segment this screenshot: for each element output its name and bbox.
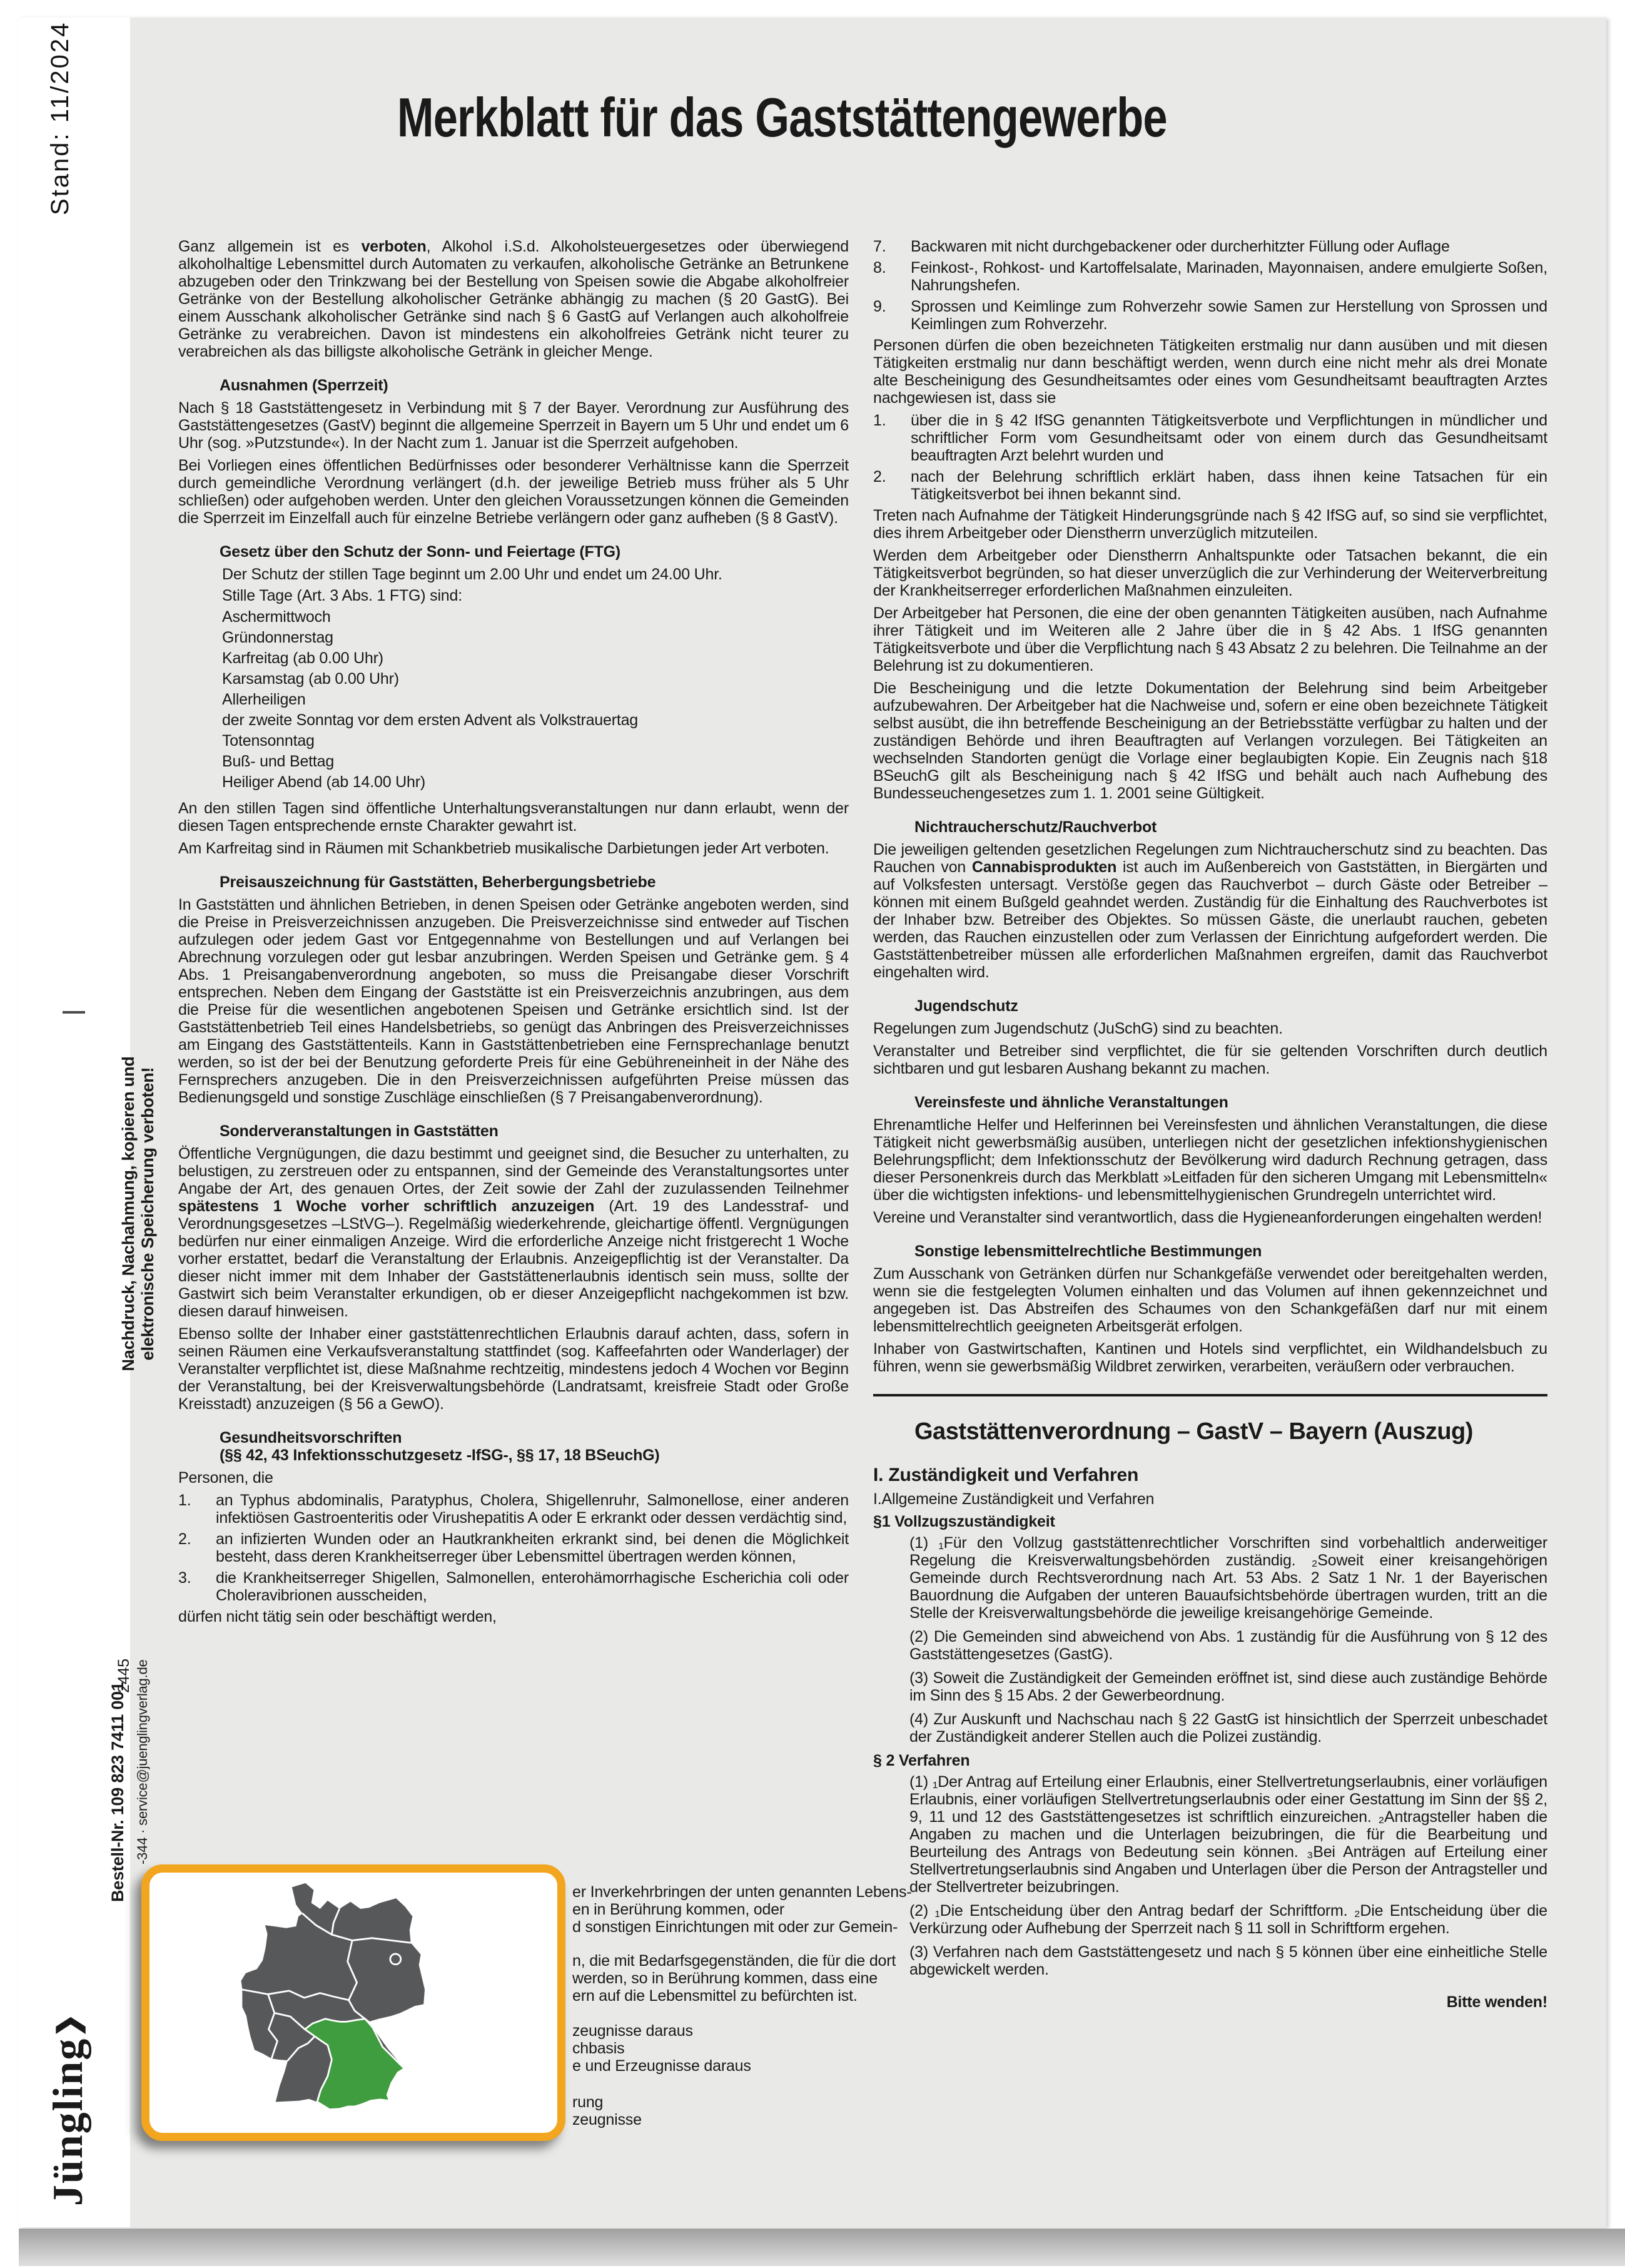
- personen-paragraph: Personen dürfen die oben bezeichneten Tätigkeiten erstmalig nur dann ausüben und mit diesen Tätigkeiten erstmalig nur dann beschäftigt werden, wenn durch eine nicht mehr als drei Monate alte Bescheinigung des Gesundheitsamtes oder eines vom Gesundheitsamt beauftragten Arztes nachgewiesen ist, dass sie: [873, 337, 1547, 407]
- copyright-note: [119, 1026, 158, 1401]
- covered-text-fragment: zeugnisse daraus: [572, 2022, 693, 2040]
- germany-map-card: [141, 1864, 565, 2141]
- list-number: 7.: [873, 238, 886, 255]
- publisher-logo-text: Jüngling: [44, 2037, 91, 2206]
- list-number: 8.: [873, 259, 886, 277]
- ftg-day: Aschermittwoch: [222, 608, 331, 626]
- sonder-bold: spätestens 1 Woche vorher schriftlich anzuzeigen: [178, 1198, 595, 1215]
- arbeitgeber-paragraph: Der Arbeitgeber hat Personen, die eine der oben genannten Tätigkeiten ausüben, nach Aufnahme ihrer Tätigkeit und im Weiteren alle 2 Jahre über die in § 42 Abs. 1 IfSG genannten Tätigkeitsverbote und über die Verpflichtung nach § 43 Absatz 2 zu belehren. Die Teilnahme an der Belehrung ist zu dokumentieren.: [873, 604, 1547, 674]
- list-number: 1.: [178, 1492, 191, 1509]
- preis-paragraph: In Gaststätten und ähnlichen Betrieben, in denen Speisen oder Getränke angeboten werden, sind die Preise in Preisverzeichnissen anzugeben. Die Preisverzeichnisse sind entweder auf Tischen aufzulegen oder jedem Gast vor Entgegennahme von Bestellungen und auf Verlangen bei Abrechnung vorzulegen oder gut lesbar anzubringen. Werden Speisen und Getränke gem. § 4 Abs. 1 Preisangabenverordnung angeboten, so muss die Preisangabe dieser Vorschrift entsprechen. Neben dem Eingang der Gaststätte ist ein Preisverzeichnis anzubringen, aus dem die Preise für die wesentlichen angebotenen Speisen und Getränke ersichtlich sind. Ist der Gaststättenbetrieb Teil eines Handelsbetriebs, so genügt das Anbringen des Preisverzeichnisses am Eingang des Gaststättenteils. Kann in Gaststättenbetrieben eine Fernsprechanlage benutzt werden, so ist der bei der Benutzung geforderte Preis für eine Gebühreneinheit in der Nähe des Fernsprechers anzugeben. Die in den Preisverzeichnissen aufgeführten Preise müssen das Bedienungsgeld und sonstige Zuschläge einschließen (§ 7 Preisangabenverordnung).: [178, 896, 849, 1106]
- covered-text-fragment: zeugnisse: [572, 2111, 642, 2128]
- food-item-7: [873, 238, 1547, 255]
- publisher-contact: -344 · service@juenglingverlag.de: [134, 1659, 150, 1864]
- publisher-logo-icon: ❯: [53, 2012, 84, 2038]
- treten-paragraph: Treten nach Aufnahme der Tätigkeit Hinderungsgründe nach § 42 IfSG auf, so sind sie verpflichtet, dies ihrem Arbeitgeber oder Dienstherrn unverzüglich mitzuteilen.: [873, 507, 1547, 542]
- list-text: die Krankheitserreger Shigellen, Salmonellen, enterohämorrhagische Escherichia coli oder Choleravibrionen ausscheiden,: [216, 1569, 849, 1604]
- left-column: [178, 238, 849, 1630]
- para2-abs-3: (3) Verfahren nach dem Gaststättengesetz und nach § 5 können über eine einheitliche Stelle abgewickelt werden.: [909, 1943, 1547, 1978]
- right-column: [873, 238, 1547, 2011]
- ftg-day: der zweite Sonntag vor dem ersten Advent als Volkstrauertag: [222, 711, 638, 729]
- page-title: Merkblatt für das Gaststättengewerbe: [397, 86, 1167, 148]
- germany-map: [149, 1873, 557, 2133]
- copyright-line-2: elektronische Speicherung verboten!: [138, 1067, 157, 1361]
- list-text: Feinkost-, Rohkost- und Kartoffelsalate, Marinaden, Mayonnaisen, andere emulgierte Soßen, Nahrungshefen.: [911, 259, 1547, 294]
- heading-preisauszeichnung: Preisauszeichnung für Gaststätten, Beherbergungsbetriebe: [220, 873, 656, 891]
- heading-zustaendigkeit: I. Zuständigkeit und Verfahren: [873, 1465, 1139, 1485]
- sonstige-paragraph-1: Zum Ausschank von Getränken dürfen nur Schankgefäße verwendet oder bereitgehalten werden, wenn sie die festgelegten Volumen einhalten und das Volumen auf ihnen gekennzeichnet und angegeben ist. Das Abstreifen des Schaumes von den Schankgefäßen darf nur mit einem lebensmittelrechtlich geeigneten Arbeitsgerät erfolgen.: [873, 1265, 1547, 1335]
- food-item-8: [873, 259, 1547, 294]
- divider-line: [873, 1394, 1547, 1396]
- gesund-after: dürfen nicht tätig sein oder beschäftigt werden,: [178, 1608, 497, 1625]
- covered-text-fragment: ern auf die Lebensmittel zu befürchten ist.: [572, 1987, 858, 2005]
- gesund-heading-line-2: (§§ 42, 43 Infektionsschutzgesetz -IfSG-, §§ 17, 18 BSeuchG): [220, 1447, 660, 1464]
- ftg-day: Gründonnerstag: [222, 629, 333, 646]
- sperrzeit-paragraph-1: Nach § 18 Gaststättengesetz in Verbindung mit § 7 der Bayer. Verordnung zur Ausführung des Gaststättengesetzes (GastV) beginnt die allgemeine Sperrzeit in Bayern um 5 Uhr und endet um 6 Uhr (sog. »Putzstunde«). In der Nacht zum 1. Januar ist die Sperrzeit aufgehoben.: [178, 399, 849, 452]
- belehrung-item-1: [873, 412, 1547, 464]
- heading-vereinsfeste: Vereinsfeste und ähnliche Veranstaltungen: [914, 1094, 1228, 1111]
- heading-sonstige: Sonstige lebensmittelrechtliche Bestimmungen: [914, 1243, 1262, 1260]
- ftg-day: Allerheiligen: [222, 691, 306, 708]
- heading-gesundheitsvorschriften: [178, 1429, 849, 1464]
- covered-text-fragment: n, die mit Bedarfsgegenständen, die für die dort: [572, 1952, 896, 1970]
- list-text: an infizierten Wunden oder an Hautkrankheiten erkrankt sind, bei denen die Möglichkeit besteht, dass deren Krankheitserreger über Lebensmittel übertragen werden können,: [216, 1530, 849, 1565]
- heading-paragraph-1: §1 Vollzugszuständigkeit: [873, 1513, 1055, 1530]
- copyright-line-1: Nachdruck, Nachahmung, kopieren und: [119, 1056, 138, 1371]
- gesund-heading-line-1: Gesundheitsvorschriften: [220, 1429, 402, 1447]
- nr-post: ist auch im Außenbereich von Gaststätten, in Biergärten und auf Volksfesten untersagt. Verstöße gegen das Rauchverbot – durch Gäste oder Betreiber – können mit einem Bußgeld geahndet werden. Zuständig für die Einhaltung des Rauchverbotes ist der Inhaber bzw. Betreiber des Objektes. So müssen Gäste, die unerlaubt rauchen, gebeten werden, das Rauchen einzustellen oder zum Verlassen der Einrichtung aufgefordert werden. Die Gaststättenbetreiber müssen alle erforderlichen Maßnahmen ergreifen, damit das Rauchverbot eingehalten wird.: [873, 858, 1547, 981]
- document-page: [19, 18, 1606, 2227]
- nr-pre: Die jeweiligen geltenden gesetzlichen Regelungen zum Nichtraucherschutz sind zu beachten. Das Rauchen von: [873, 841, 1547, 876]
- werden-paragraph: Werden dem Arbeitgeber oder Dienstherrn Anhaltspunkte oder Tatsachen bekannt, die ein Tätigkeitsverbot begründen, so hat dieser unverzüglich die zur Verhinderung der Weiterverbreitung der Krankheitserreger erforderlichen Maßnahmen einzuleiten.: [873, 547, 1547, 599]
- covered-text-fragment: d sonstigen Einrichtungen mit oder zur Gemein-: [572, 1918, 898, 1936]
- stand-label: Stand: 11/2024: [46, 21, 74, 215]
- ftg-day: Heiliger Abend (ab 14.00 Uhr): [222, 773, 425, 791]
- ftg-day: Karsamstag (ab 0.00 Uhr): [222, 670, 399, 688]
- sonder-pre: Öffentliche Vergnügungen, die dazu bestimmt und geeignet sind, die Besucher zu unterhalten, zu belustigen, zu zerstreuen oder zu entspannen, sind der Gemeinde des Veranstaltungsortes unter Angabe der Art, des genauen Ortes, der Zeit sowie der Zahl der zuzulassenden Teilnehmer: [178, 1145, 849, 1198]
- ftg-paragraph-1: An den stillen Tagen sind öffentliche Unterhaltungsveranstaltungen nur dann erlaubt, wenn der diesen Tagen entsprechende ernste Charakter gewahrt ist.: [178, 800, 849, 835]
- belehrung-item-2: [873, 468, 1547, 503]
- covered-text-fragment: chbasis: [572, 2040, 625, 2057]
- bescheinigung-paragraph: Die Bescheinigung und die letzte Dokumentation der Belehrung sind beim Arbeitgeber aufzubewahren. Der Arbeitgeber hat die Nachweise und, sofern er eine oben bezeichnete Tätigkeit selbst ausübt, die ihn betreffende Bescheinigung an der Betriebsstätte verfügbar zu halten und der zuständigen Behörde und ihren Beauftragten auf Verlangen vorzulegen. Bei Tätigkeiten an wechselnden Standorten genügt die Vorlage einer beglaubigten Kopie. Ein Zeugnis nach §18 BSeuchG gilt als Bescheinigung nach § 42 IfSG und behält auch nach Aufhebung des Bundesseuchengesetzes zum 1. 1. 2001 seine Gültigkeit.: [873, 679, 1547, 802]
- belehrung-list: [873, 412, 1547, 503]
- publisher-logo: [44, 2012, 91, 2206]
- print-code: 2445: [115, 1659, 133, 1693]
- sonstige-paragraph-2: Inhaber von Gastwirtschaften, Kantinen und Hotels sind verpflichtet, ein Wildhandelsbuch zu führen, wenn sie gewerbsmäßig Wildbret zerwirken, verarbeiten, veräußern oder verbrauchen.: [873, 1340, 1547, 1375]
- para2-abs-1: (1) ₁Der Antrag auf Erteilung einer Erlaubnis, einer Stellvertretungserlaubnis, einer vorläufigen Erlaubnis, einer vorläufigen Stellvertretungserlaubnis oder einer Gestattung im Sinn der §§ 2, 9, 11 und 12 des Gaststättengesetzes ist schriftlich einzureichen. ₂Antragsteller haben die Angaben zu machen und die Unterlagen beizubringen, die für die Bearbeitung und Beurteilung des Antrags von Bedeutung sein können. ₃Bei Anträgen auf Erteilung einer Stellvertretungserlaubnis sind Angaben und Unterlagen über die Person der Antragsteller und der Stellvertreter beizubringen.: [909, 1773, 1547, 1896]
- sonder-paragraph-2: Ebenso sollte der Inhaber einer gaststättenrechtlichen Erlaubnis darauf achten, dass, sofern in seinen Räumen eine Verkaufsveranstaltung stattfindet (sog. Kaffeefahrten oder Wanderlager) der Veranstalter verpflichtet ist, diese Maßnahme rechtzeitig, mindestens jedoch 4 Wochen vor Beginn der Veranstaltung, bei der Kreisverwaltungsbehörde (Landratsamt, kreisfreie Stadt oder Große Kreisstadt) anzuzeigen (§ 56 a GewO).: [178, 1325, 849, 1413]
- please-turn-note: Bitte wenden!: [1446, 1993, 1547, 2011]
- heading-paragraph-2: § 2 Verfahren: [873, 1752, 970, 1769]
- order-number: Bestell-Nr. 109 823 7411 001: [108, 1682, 127, 1902]
- heading-ftg: Gesetz über den Schutz der Sonn- und Feiertage (FTG): [220, 543, 621, 561]
- list-text: Backwaren mit nicht durchgebackener oder durcherhitzter Füllung oder Auflage: [911, 238, 1450, 255]
- nichtraucher-paragraph: [873, 841, 1547, 981]
- heading-jugendschutz: Jugendschutz: [914, 997, 1018, 1015]
- food-item-9: [873, 298, 1547, 333]
- ftg-paragraph-2: Am Karfreitag sind in Räumen mit Schankbetrieb musikalische Darbietungen jeder Art verboten.: [178, 840, 829, 857]
- list-number: 1.: [873, 412, 886, 429]
- ftg-day: Totensonntag: [222, 732, 315, 750]
- verein-paragraph-1: Ehrenamtliche Helfer und Helferinnen bei Vereinsfesten und ähnlichen Veranstaltungen, die diese Tätigkeit nicht gewerbsmäßig ausüben, unterliegen nicht der gesetzlichen infektionshygienischen Belehrungspflicht; dem Infektionsschutz der Bevölkerung wird dadurch Rechnung getragen, dass dieser Personenkreis durch das Merkblatt »Leitfaden für den sicheren Umgang mit Lebensmitteln« über die wichtigsten infektions- und lebensmittelhygienischen Grundregeln unterrichtet wird.: [873, 1116, 1547, 1204]
- heading-gastv: Gaststättenverordnung – GastV – Bayern (Auszug): [914, 1418, 1473, 1445]
- covered-text-fragment: werden, so in Berührung kommen, dass eine: [572, 1970, 878, 1987]
- covered-text-fragment: er Inverkehrbringen der unten genannten Lebens-: [572, 1883, 912, 1901]
- list-text: an Typhus abdominalis, Paratyphus, Cholera, Shigellenruhr, Salmonellose, einer anderen infektiösen Gastroenteritis oder Virushepatitis A oder E erkrankt oder dessen verdächtig sind,: [216, 1492, 849, 1527]
- ftg-intro-2: Stille Tage (Art. 3 Abs. 1 FTG) sind:: [222, 587, 462, 604]
- covered-text-fragment: rung: [572, 2093, 604, 2111]
- verein-paragraph-2: Vereine und Veranstalter sind verantwortlich, dass die Hygieneanforderungen eingehalten werden!: [873, 1209, 1542, 1226]
- list-number: 2.: [178, 1530, 191, 1548]
- para1-abs-1: (1) ₁Für den Vollzug gaststättenrechtlicher Vorschriften sind vorbehaltlich anderweitiger Regelung die Kreisverwaltungsbehörden zuständig. ₂Soweit einer kreisangehörigen Gemeinde durch Rechtsverordnung nach Art. 53 Abs. 2 Satz 1 Nr. 1 der Bayerischen Bauordnung die Aufgaben der unteren Bauaufsichtsbehörde übertragen wurden, tritt an die Stelle der Kreisverwaltungsbehörde die jeweilige kreisangehörige Gemeinde.: [909, 1534, 1547, 1622]
- fold-mark: [63, 1011, 85, 1014]
- subheading-allgemein: I.Allgemeine Zuständigkeit und Verfahren: [873, 1490, 1155, 1508]
- gesund-list: [178, 1492, 849, 1604]
- sperrzeit-paragraph-2: Bei Vorliegen eines öffentlichen Bedürfnisses oder besonderer Verhältnisse kann die Sperrzeit durch gemeindliche Verordnung verlängert (d.h. der jeweilige Betrieb muss früher als 5 Uhr schließen) oder aufgehoben werden. Unter den gleichen Voraussetzungen können die Gemeinden die Sperrzeit im Einzelfall auch für einzelne Betriebe verlängern oder ganz aufheben (§ 8 GastV).: [178, 457, 849, 527]
- food-list: [873, 238, 1547, 333]
- jugend-paragraph-2: Veranstalter und Betreiber sind verpflichtet, die für sie geltenden Vorschriften durch deutlich sichtbaren und gut lesbaren Aushang bekannt zu machen.: [873, 1042, 1547, 1077]
- intro-post: , Alkohol i.S.d. Alkoholsteuergesetzes oder überwiegend alkoholhaltige Lebensmittel durch Automaten zu verkaufen, alkoholische Getränke an Betrunkene abzugeben oder den Trinkzwang bei der Bestellung von Speisen sowie die Abgabe alkoholfreier Getränke von der Bestellung alkoholischer Getränke abhängig zu machen (§ 20 GastG). Bei einem Ausschank alkoholischer Getränke sind nach § 6 GastG auf Verlangen auch alkoholfreie Getränke zu verabreichen. Davon ist mindestens ein alkoholfreies Getränk nicht teurer zu verabreichen als das billigste alkoholische Getränk in gleicher Menge.: [178, 238, 849, 360]
- ftg-day: Karfreitag (ab 0.00 Uhr): [222, 649, 383, 667]
- sonder-paragraph-1: [178, 1145, 849, 1320]
- gesund-item-2: [178, 1530, 849, 1565]
- gesund-item-3: [178, 1569, 849, 1604]
- intro-pre: Ganz allgemein ist es: [178, 238, 362, 255]
- nr-bold: Cannabisprodukten: [971, 858, 1117, 876]
- page-bottom-shadow: [19, 2229, 1625, 2266]
- covered-text-fragment: e und Erzeugnisse daraus: [572, 2057, 751, 2075]
- para1-abs-3: (3) Soweit die Zuständigkeit der Gemeinden eröffnet ist, sind diese auch zuständige Behörde im Sinn des § 15 Abs. 2 der Gewerbeordnung.: [909, 1669, 1547, 1704]
- ftg-days-list: [178, 608, 849, 791]
- heading-sonderveranstaltungen: Sonderveranstaltungen in Gaststätten: [220, 1122, 499, 1140]
- gesund-intro: Personen, die: [178, 1469, 273, 1487]
- ftg-intro-1: Der Schutz der stillen Tage beginnt um 2.00 Uhr und endet um 24.00 Uhr.: [222, 566, 722, 583]
- covered-text-fragment: en in Berührung kommen, oder: [572, 1901, 785, 1918]
- heading-sperrzeit: Ausnahmen (Sperrzeit): [220, 377, 388, 394]
- list-text: nach der Belehrung schriftlich erklärt haben, dass ihnen keine Tatsachen für ein Tätigkeitsverbot bei ihnen bekannt sind.: [911, 468, 1547, 503]
- ftg-day: Buß- und Bettag: [222, 753, 335, 770]
- gesund-item-1: [178, 1492, 849, 1527]
- sonder-post: (Art. 19 des Landesstraf- und Verordnungsgesetzes –LStVG–). Regelmäßig wiederkehrende, gleichartige öffentl. Vergnügungen bedürfen nur einer einmaligen Anzeige. Wird die erforderliche Anzeige nicht fristgerecht 1 Woche vorher erstattet, bedarf die Veranstaltung der Erlaubnis. Anzeigepflichtig ist der Veranstalter. Da dieser nicht immer mit dem Inhaber der Gaststättenerlaubnis identisch sein muss, sollte der Gastwirt sich beim Veranstalter erkundigen, ob er dieser Anzeigepflicht nachgekommen ist bzw. diesen darauf hinweisen.: [178, 1198, 849, 1320]
- list-text: Sprossen und Keimlinge zum Rohverzehr sowie Samen zur Herstellung von Sprossen und Keimlingen zum Rohverzehr.: [911, 298, 1547, 333]
- list-text: über die in § 42 IfSG genannten Tätigkeitsverbote und Verpflichtungen in mündlicher und schriftlicher Form vom Gesundheitsamt oder von einem durch das Gesundheitsamt beauftragten Arzt belehrt wurden und: [911, 412, 1547, 464]
- intro-paragraph: [178, 238, 849, 360]
- para2-abs-2: (2) ₁Die Entscheidung über den Antrag bedarf der Schriftform. ₂Die Entscheidung über die Verkürzung oder Aufhebung der Sperrzeit nach § 11 soll in Schriftform ergehen.: [909, 1902, 1547, 1937]
- intro-bold: verboten: [361, 238, 427, 255]
- list-number: 9.: [873, 298, 886, 315]
- para1-abs-2: (2) Die Gemeinden sind abweichend von Abs. 1 zuständig für die Ausführung von § 12 des Gaststättengesetzes (GastG).: [909, 1628, 1547, 1663]
- jugend-paragraph-1: Regelungen zum Jugendschutz (JuSchG) sind zu beachten.: [873, 1020, 1283, 1037]
- list-number: 2.: [873, 468, 886, 486]
- para1-abs-4: (4) Zur Auskunft und Nachschau nach § 22 GastG ist hinsichtlich der Sperrzeit unbeschadet der Zuständigkeit anderer Stellen auch die Polizei zuständig.: [909, 1711, 1547, 1746]
- heading-nichtraucherschutz: Nichtraucherschutz/Rauchverbot: [914, 818, 1157, 836]
- list-number: 3.: [178, 1569, 191, 1587]
